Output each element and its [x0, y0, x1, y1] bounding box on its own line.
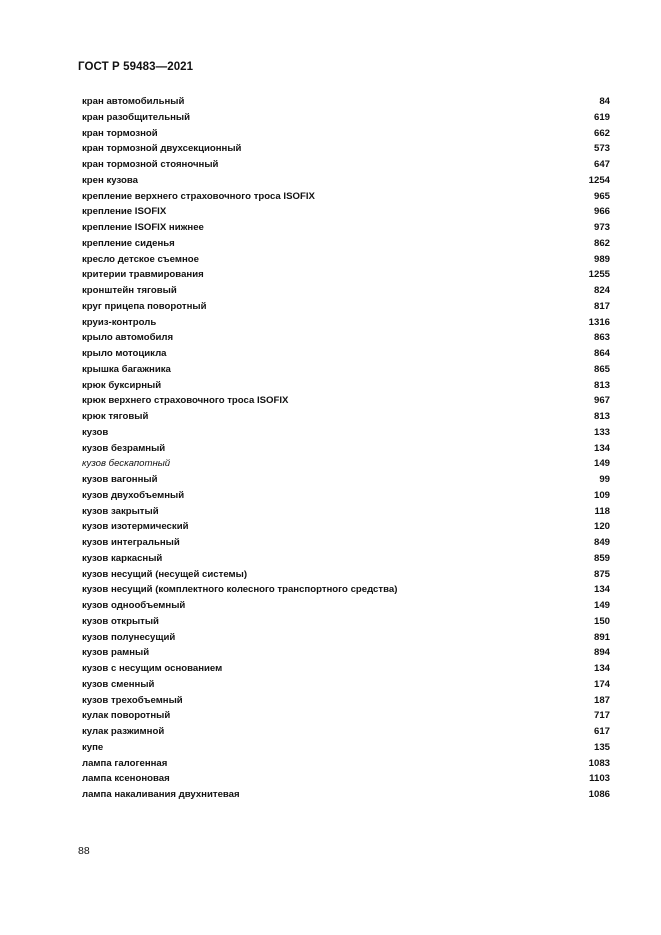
index-entry	[82, 157, 610, 173]
index-term: крепление ISOFIX нижнее	[82, 222, 204, 233]
index-term: кузов открытый	[82, 615, 159, 627]
index-term: кран тормозной двухсекционный	[82, 143, 242, 155]
index-term: кузов безрамный	[82, 442, 166, 454]
index-entry	[82, 630, 610, 646]
index-page-ref: 813	[593, 411, 610, 422]
index-entry	[82, 661, 610, 677]
index-term: кузов интегральный	[82, 537, 180, 548]
index-term: кран автомобильный	[82, 96, 185, 107]
index-page-ref: 863	[593, 332, 610, 344]
index-page-ref: 966	[593, 206, 610, 218]
index-term: кузов сменный	[82, 678, 155, 690]
index-entry	[82, 189, 610, 205]
index-page-ref: 118	[594, 505, 610, 517]
index-term: кузов с несущим основанием	[82, 663, 223, 674]
index-term: крышка багажника	[82, 363, 171, 375]
index-entry	[82, 299, 610, 315]
index-page-ref: 849	[593, 537, 610, 548]
index-term: круг прицепа поворотный	[82, 300, 207, 312]
index-page-ref: 134	[593, 442, 610, 454]
index-page-ref: 133	[593, 426, 610, 438]
page-number: 88	[78, 845, 90, 857]
index-page-ref: 1083	[588, 757, 610, 769]
index-term: кузов изотермический	[82, 521, 189, 533]
index-page-ref: 617	[593, 726, 610, 737]
index-term: лампа ксеноновая	[82, 773, 170, 785]
index-term: кулак разжимной	[82, 726, 165, 737]
index-term: кузов двухобъемный	[82, 489, 185, 501]
index-entry	[82, 693, 610, 709]
index-term: крепление верхнего страховочного троса ISOFIX	[82, 190, 315, 202]
index-term: лампа галогенная	[82, 757, 168, 769]
index-entry	[82, 173, 610, 189]
index-entry	[82, 677, 610, 693]
index-page-ref: 1086	[588, 789, 610, 800]
index-entry	[82, 488, 610, 504]
index-page-ref: 134	[593, 584, 610, 596]
index-page-ref: 973	[593, 222, 610, 233]
index-term: кузов несущий (несущей системы)	[82, 568, 248, 580]
index-entry	[82, 708, 610, 724]
index-entry	[82, 724, 610, 740]
index-term: круиз-контроль	[82, 316, 157, 328]
index-term: кузов каркасный	[82, 552, 163, 564]
index-entry	[82, 567, 610, 583]
index-entry	[82, 141, 610, 157]
index-page-ref: 662	[593, 127, 610, 139]
index-entry	[82, 504, 610, 520]
index-entry	[82, 283, 610, 299]
index-entry	[82, 204, 610, 220]
index-entry	[82, 740, 610, 756]
index-page-ref: 150	[593, 615, 610, 627]
index-entry	[82, 771, 610, 787]
index-page-ref: 989	[593, 253, 610, 265]
index-term: крыло мотоцикла	[82, 348, 167, 359]
index-page-ref: 1316	[588, 316, 610, 328]
index-term: критерии травмирования	[82, 269, 204, 281]
index-page-ref: 864	[593, 348, 610, 359]
index-term: крен кузова	[82, 174, 138, 186]
index-entry	[82, 126, 610, 142]
index-entry	[82, 267, 610, 283]
index-term: лампа накаливания двухнитевая	[82, 789, 240, 800]
index-term: кресло детское съемное	[82, 253, 199, 265]
index-term: кузов трехобъемный	[82, 694, 183, 706]
index-page-ref: 109	[593, 489, 610, 501]
index-page-ref: 824	[593, 285, 610, 296]
index-page-ref: 149	[593, 458, 610, 470]
index-page-ref: 1254	[588, 174, 610, 186]
index-page-ref: 813	[593, 379, 610, 391]
index-page-ref: 965	[593, 190, 610, 202]
index-entry	[82, 393, 610, 409]
index-page-ref: 134	[593, 663, 610, 674]
index-entry	[82, 519, 610, 535]
index-term: кузов рамный	[82, 647, 150, 659]
index-entry	[82, 441, 610, 457]
index-page-ref: 174	[593, 678, 610, 690]
index-entry	[82, 409, 610, 425]
index-term: крюк буксирный	[82, 379, 162, 391]
index-term: кузов	[82, 426, 109, 438]
index-entry	[82, 582, 610, 598]
index-page-ref: 120	[593, 521, 610, 533]
index-entry	[82, 645, 610, 661]
index-page-ref: 859	[593, 552, 610, 564]
index-entry	[82, 598, 610, 614]
index-term: кузов однообъемный	[82, 600, 186, 611]
index-term: купе	[82, 741, 104, 753]
index-term: крюк тяговый	[82, 411, 149, 422]
index-term: крыло автомобиля	[82, 332, 174, 344]
index-entry	[82, 614, 610, 630]
index-term: кузов несущий (комплектного колесного транспортного средства)	[82, 584, 398, 596]
index-entry	[82, 787, 610, 803]
index-term: кран тормозной	[82, 127, 158, 139]
index-entry	[82, 535, 610, 551]
index-page-ref: 894	[593, 647, 610, 659]
index-page-ref: 135	[593, 741, 610, 753]
index-page-ref: 1103	[589, 773, 610, 785]
index-entry	[82, 236, 610, 252]
index-page-ref: 865	[593, 363, 610, 375]
index-entry	[82, 425, 610, 441]
index-entry	[82, 551, 610, 567]
index-term: кузов полунесущий	[82, 631, 176, 643]
index-term: кузов закрытый	[82, 505, 159, 517]
document-header: ГОСТ Р 59483—2021	[78, 61, 194, 73]
index-term: крепление сиденья	[82, 237, 175, 249]
index-page-ref: 647	[593, 159, 610, 170]
index-entry	[82, 110, 610, 126]
index-page-ref: 619	[593, 111, 610, 123]
index-entry	[82, 456, 610, 472]
index-entry	[82, 362, 610, 378]
index-term: крепление ISOFIX	[82, 206, 167, 218]
index-page-ref: 862	[593, 237, 610, 249]
index-entry	[82, 220, 610, 236]
index-page-ref: 817	[593, 300, 610, 312]
index-page-ref: 149	[593, 600, 610, 611]
index-term: кузов бескапотный	[82, 458, 171, 470]
index-term: кронштейн тяговый	[82, 285, 177, 296]
index-term: кузов вагонный	[82, 474, 158, 485]
index-entry	[82, 346, 610, 362]
index-page-ref: 1255	[588, 269, 610, 281]
index-page-ref: 891	[593, 631, 610, 643]
index-term: кулак поворотный	[82, 710, 171, 722]
index-term: кран тормозной стояночный	[82, 159, 219, 170]
index-page-ref: 967	[593, 395, 610, 407]
index-page-ref: 84	[599, 96, 610, 107]
index-list	[82, 94, 610, 803]
index-entry	[82, 330, 610, 346]
index-entry	[82, 472, 610, 488]
index-entry	[82, 252, 610, 268]
index-page-ref: 573	[593, 143, 610, 155]
index-entry	[82, 315, 610, 331]
index-entry	[82, 756, 610, 772]
index-term: кран разобщительный	[82, 111, 190, 123]
index-page-ref: 187	[593, 694, 610, 706]
index-entry	[82, 94, 610, 110]
index-page-ref: 717	[593, 710, 610, 722]
index-page-ref: 875	[593, 568, 610, 580]
index-entry	[82, 378, 610, 394]
index-page-ref: 99	[599, 474, 610, 485]
index-term: крюк верхнего страховочного троса ISOFIX	[82, 395, 289, 407]
